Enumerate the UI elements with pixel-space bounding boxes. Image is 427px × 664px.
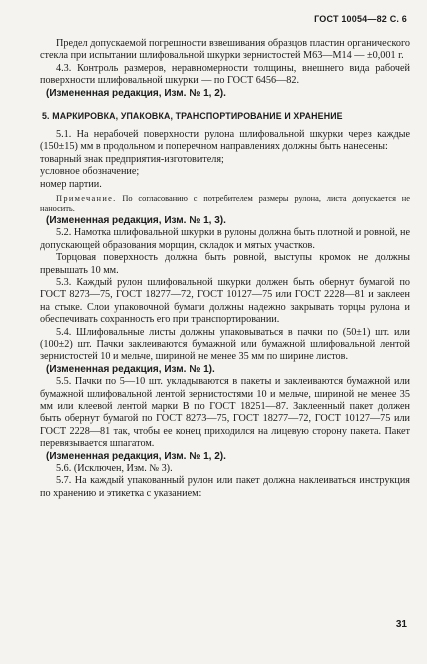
section-heading-5: 5. МАРКИРОВКА, УПАКОВКА, ТРАНСПОРТИРОВАНИЕ И ХРАНЕНИЕ (42, 111, 343, 122)
paragraph-5-5: 5.5. Пачки по 5—10 шт. укладываются в пакеты и заклеиваются бумажной или бумажной шлифовальной лентой зернистостями 10 и мельче, шириной не менее 35 мм или клеевой лентой марки В по ГОСТ 18251—87. Заклеенный пакет должен быть обернут бумагой по ГОСТ 8273—75, ГОСТ 18277—72, ГОСТ 10127—75 или ГОСТ 2228—81 так, чтобы ее конец приходился на лицевую сторону пакета. Пакет перевязывается шпагатом. (40, 376, 410, 450)
list-item: номер партии. (40, 178, 102, 190)
paragraph-5-1: 5.1. На нерабочей поверхности рулона шлифовальной шкурки через каждые (150±15) мм в продольном и поперечном направлениях должны быть нанесены: (40, 129, 410, 153)
amendment-note: (Измененная редакция, Изм. № 1, 2). (46, 87, 226, 99)
amendment-note: (Измененная редакция, Изм. № 1). (46, 363, 215, 375)
page-content (40, 38, 410, 500)
note-label: Примечание. (56, 194, 117, 204)
list-item: условное обозначение; (40, 166, 140, 178)
standard-header: ГОСТ 10054—82 С. 6 (314, 14, 407, 24)
amendment-note: (Измененная редакция, Изм. № 1, 3). (46, 214, 226, 226)
paragraph-weighing-error: Предел допускаемой погрешности взвешивания образцов пластин органического стекла при испытании шлифовальной шкурки зернистостей М63—М14 — ±0,001 г. (40, 38, 410, 62)
note-paragraph (40, 194, 410, 215)
paragraph-5-7: 5.7. На каждый упакованный рулон или пакет должна наклеиваться инструкция по хранению и этикетка с указанием: (40, 475, 410, 499)
note-text: По согласованию с потребителем размеры рулона, листа допускается не наносить. (40, 194, 411, 214)
paragraph-5-4: 5.4. Шлифовальные листы должны упаковываться в пачки по (50±1) шт. или (100±2) шт. Пачки заклеиваются бумажной или бумажной шлифовальной лентой зернистостей 10 и мельче, шириной не менее 35 мм по ширине листов. (40, 326, 410, 363)
paragraph-4-3: 4.3. Контроль размеров, неравномерности толщины, внешнего вида рабочей поверхности шлифовальной шкурки — по ГОСТ 6456—82. (40, 62, 410, 87)
paragraph-5-2: 5.2. Намотка шлифовальной шкурки в рулоны должна быть плотной и ровной, не допускающей образования морщин, складок и мятых участков. (40, 227, 410, 251)
paragraph-5-3: 5.3. Каждый рулон шлифовальной шкурки должен быть обернут бумагой по ГОСТ 8273—75, ГОСТ 18277—72, ГОСТ 10127—75 или ГОСТ 2228—81 и заклеен на стыке. Слои упаковочной бумаги должны надежно закрывать торцы рулона и обеспечивать сохранность его при транспортировании. (40, 276, 410, 326)
list-item: товарный знак предприятия-изготовителя; (40, 153, 224, 165)
paragraph-edge-surface: Торцовая поверхность должна быть ровной, выступы кромок не должны превышать 10 мм. (40, 252, 410, 276)
page-number: 31 (395, 619, 407, 630)
paragraph-5-6: 5.6. (Исключен, Изм. № 3). (56, 463, 173, 474)
amendment-note: (Измененная редакция, Изм. № 1, 2). (46, 450, 226, 462)
